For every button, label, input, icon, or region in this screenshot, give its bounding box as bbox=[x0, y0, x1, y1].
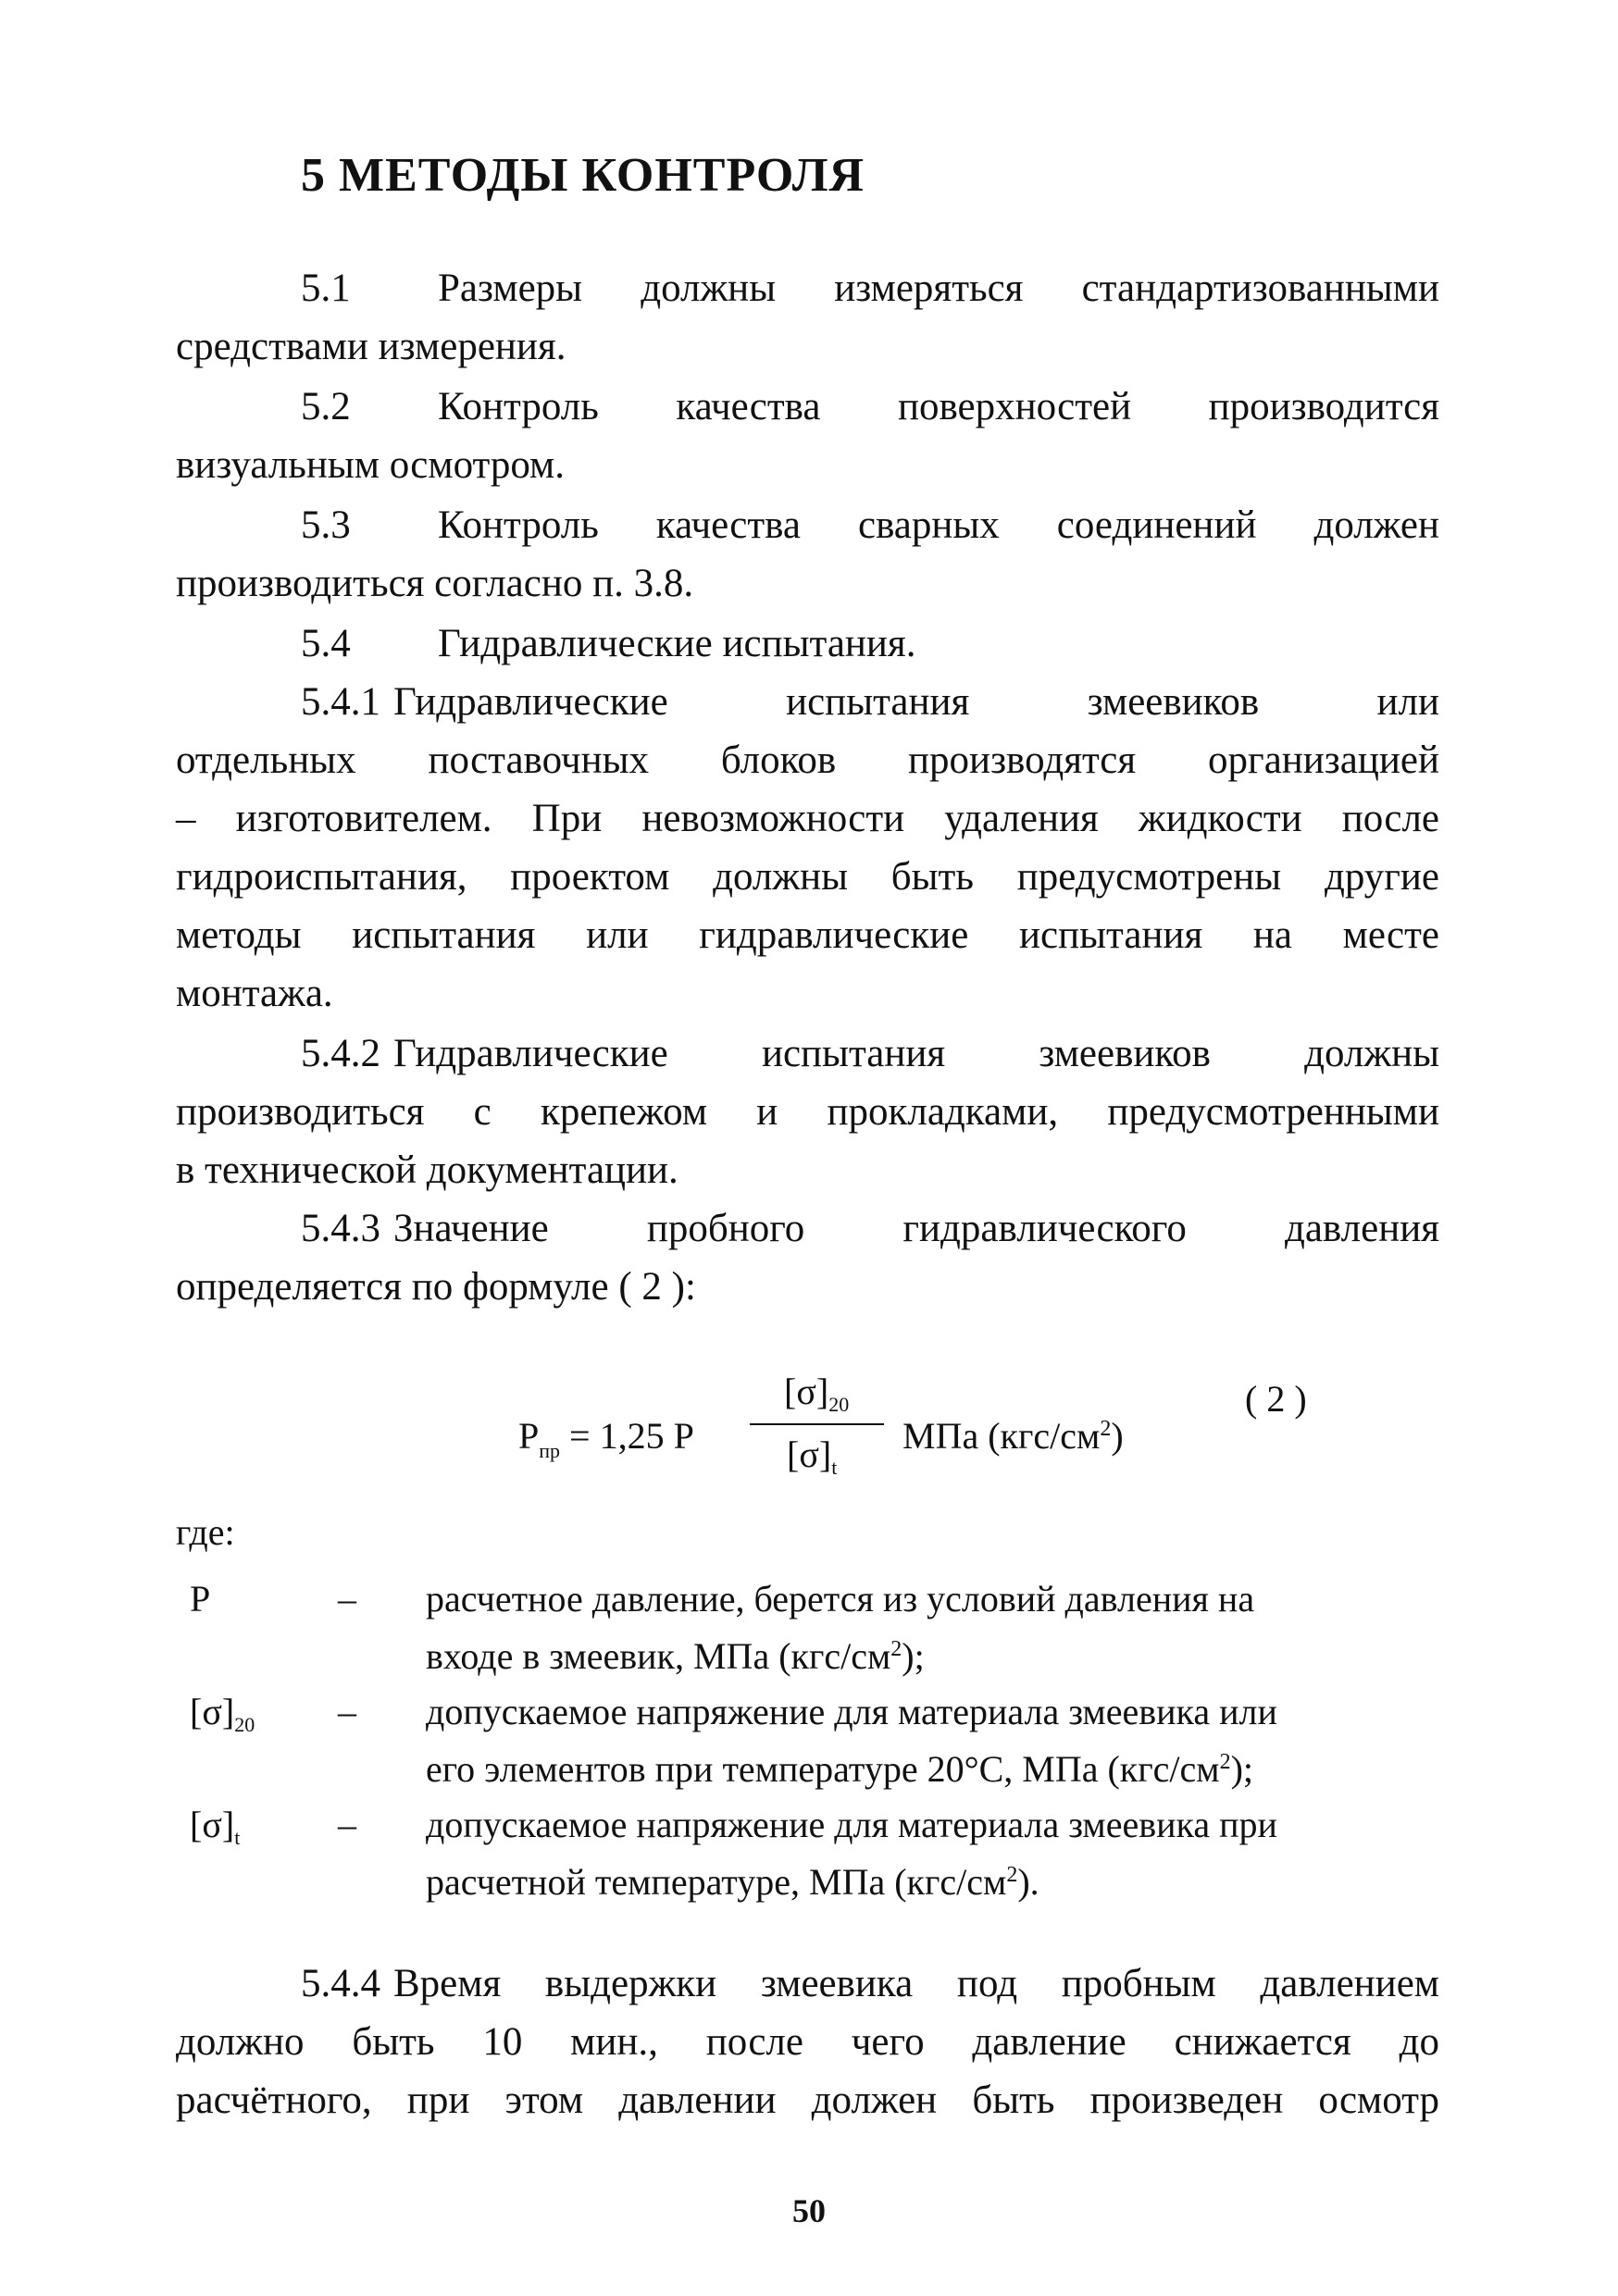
legend-line: допускаемое напряжение для материала змеевика или bbox=[426, 1691, 1277, 1732]
paragraph-text: в технической документации. bbox=[176, 1148, 678, 1192]
clause-number: 5.4 bbox=[301, 622, 351, 665]
legend-dash: – bbox=[338, 1804, 356, 1845]
paragraph-text: – изготовителем. При невозможности удаления жидкости после bbox=[176, 797, 1439, 840]
paragraph-text: Гидравлические испытания змеевиков или bbox=[393, 680, 1439, 724]
legend-line-end: ); bbox=[1230, 1748, 1253, 1790]
legend-line bbox=[426, 1850, 1425, 1907]
paragraph-text: визуальным осмотром. bbox=[176, 443, 565, 487]
paragraph-text: методы испытания или гидравлические испытания на месте bbox=[176, 913, 1439, 957]
paragraph-line bbox=[176, 1024, 1439, 1083]
legend-dash: – bbox=[338, 1691, 356, 1732]
fraction-bar bbox=[750, 1423, 884, 1425]
legend-line: расчетное давление, берется из условий давления на bbox=[426, 1578, 1255, 1620]
legend-symbol-subscript: 20 bbox=[234, 1713, 255, 1736]
legend-power: 2 bbox=[890, 1637, 902, 1661]
paragraph-line bbox=[176, 496, 1439, 554]
paragraph-text: определяется по формуле ( 2 ): bbox=[176, 1265, 696, 1309]
legend-line-text: его элементов при температуре 20°С, МПа (кгс/см bbox=[426, 1748, 1220, 1790]
legend-power: 2 bbox=[1219, 1750, 1231, 1774]
paragraph-text: производиться согласно п. 3.8. bbox=[176, 562, 694, 605]
clause-number: 5.1 bbox=[301, 267, 351, 310]
legend-symbol-text: [σ] bbox=[190, 1804, 235, 1845]
legend-symbol-text: [σ] bbox=[190, 1691, 235, 1732]
paragraph-text: Время выдержки змеевика под пробным давлением bbox=[393, 1962, 1439, 2005]
page-number: 50 bbox=[792, 2192, 826, 2229]
paragraph-text: должно быть 10 мин., после чего давление снижается до bbox=[176, 2020, 1439, 2064]
clause-number: 5.2 bbox=[301, 385, 351, 428]
legend-symbol-subscript: t bbox=[234, 1826, 241, 1849]
legend-description bbox=[426, 1686, 1425, 1794]
formula-coefficient: = 1,25 P bbox=[569, 1415, 694, 1457]
paragraph-5-4 bbox=[176, 614, 1439, 673]
paragraph-line bbox=[176, 378, 1439, 436]
paragraph-5-4-1 bbox=[176, 673, 1439, 1023]
paragraph-5-4-4 bbox=[176, 1955, 1439, 2129]
paragraph-text: Значение пробного гидравлического давления bbox=[393, 1207, 1439, 1250]
paragraph-line bbox=[176, 673, 1439, 731]
test-pressure-formula bbox=[518, 1370, 1259, 1518]
paragraph-5-4-3 bbox=[176, 1199, 1439, 1316]
paragraph-text: гидроиспытания, проектом должны быть предусмотрены другие bbox=[176, 855, 1439, 899]
legend-description bbox=[426, 1573, 1425, 1682]
paragraph-5-1 bbox=[176, 259, 1439, 376]
formula-denominator-symbol: [σ] bbox=[787, 1433, 832, 1475]
formula-denominator-subscript: t bbox=[831, 1456, 838, 1479]
paragraph-text: монтажа. bbox=[176, 972, 333, 1015]
formula-number: ( 2 ) bbox=[1245, 1378, 1307, 1420]
legend-line bbox=[426, 1624, 1425, 1682]
formula-pressure-symbol: P bbox=[518, 1415, 540, 1457]
paragraph-text: Гидравлические испытания змеевиков должны bbox=[393, 1032, 1439, 1075]
clause-number: 5.4.2 bbox=[301, 1032, 380, 1075]
formula-numerator bbox=[784, 1370, 849, 1417]
paragraph-5-4-2 bbox=[176, 1024, 1439, 1199]
formula-units-close: ) bbox=[1111, 1415, 1124, 1457]
formula-numerator-subscript: 20 bbox=[828, 1393, 850, 1416]
clause-number: 5.4.1 bbox=[301, 680, 380, 724]
legend-symbol bbox=[190, 1799, 240, 1863]
where-label: где: bbox=[176, 1511, 235, 1553]
paragraph-text: Гидравлические испытания. bbox=[438, 622, 916, 665]
paragraph-line bbox=[176, 259, 1439, 317]
paragraph-line bbox=[176, 1955, 1439, 2013]
formula-units bbox=[902, 1414, 1124, 1458]
paragraph-text: производиться с крепежом и прокладками, предусмотренными bbox=[176, 1090, 1439, 1134]
legend-line: допускаемое напряжение для материала змеевика при bbox=[426, 1804, 1277, 1845]
formula-denominator bbox=[787, 1433, 837, 1480]
paragraph-5-3 bbox=[176, 496, 1439, 613]
formula-lhs-subscript: пр bbox=[539, 1439, 561, 1462]
clause-number: 5.3 bbox=[301, 503, 351, 547]
formula-lhs bbox=[518, 1414, 694, 1463]
formula-numerator-symbol: [σ] bbox=[784, 1371, 829, 1412]
paragraph-text: Контроль качества сварных соединений должен bbox=[438, 503, 1439, 547]
paragraph-text: средствами измерения. bbox=[176, 325, 566, 368]
paragraph-text: расчётного, при этом давлении должен быть произведен осмотр bbox=[176, 2079, 1439, 2122]
legend-line-end: ). bbox=[1017, 1861, 1039, 1903]
legend-line-text: расчетной температуре, МПа (кгс/см bbox=[426, 1861, 1007, 1903]
legend-power: 2 bbox=[1006, 1863, 1018, 1887]
legend-line-end: ); bbox=[902, 1635, 925, 1677]
legend-dash: – bbox=[338, 1578, 356, 1620]
paragraph-5-2 bbox=[176, 378, 1439, 494]
legend-line-text: входе в змеевик, МПа (кгс/см bbox=[426, 1635, 891, 1677]
legend-symbol bbox=[190, 1686, 255, 1750]
paragraph-line bbox=[176, 614, 1439, 673]
paragraph-line bbox=[176, 1199, 1439, 1258]
clause-number: 5.4.4 bbox=[301, 1962, 380, 2005]
paragraph-text: Размеры должны измеряться стандартизованными bbox=[438, 267, 1439, 310]
paragraph-text: отдельных поставочных блоков производятся организацией bbox=[176, 738, 1439, 782]
legend-symbol-text: P bbox=[190, 1578, 211, 1620]
formula-units-power: 2 bbox=[1100, 1417, 1112, 1441]
clause-number: 5.4.3 bbox=[301, 1207, 380, 1250]
legend-line bbox=[426, 1737, 1425, 1794]
paragraph-text: Контроль качества поверхностей производится bbox=[438, 385, 1439, 428]
formula-units-text: МПа (кгс/см bbox=[902, 1415, 1101, 1457]
legend-symbol bbox=[190, 1573, 210, 1637]
legend-description bbox=[426, 1799, 1425, 1907]
section-heading: 5 МЕТОДЫ КОНТРОЛЯ bbox=[301, 149, 865, 202]
